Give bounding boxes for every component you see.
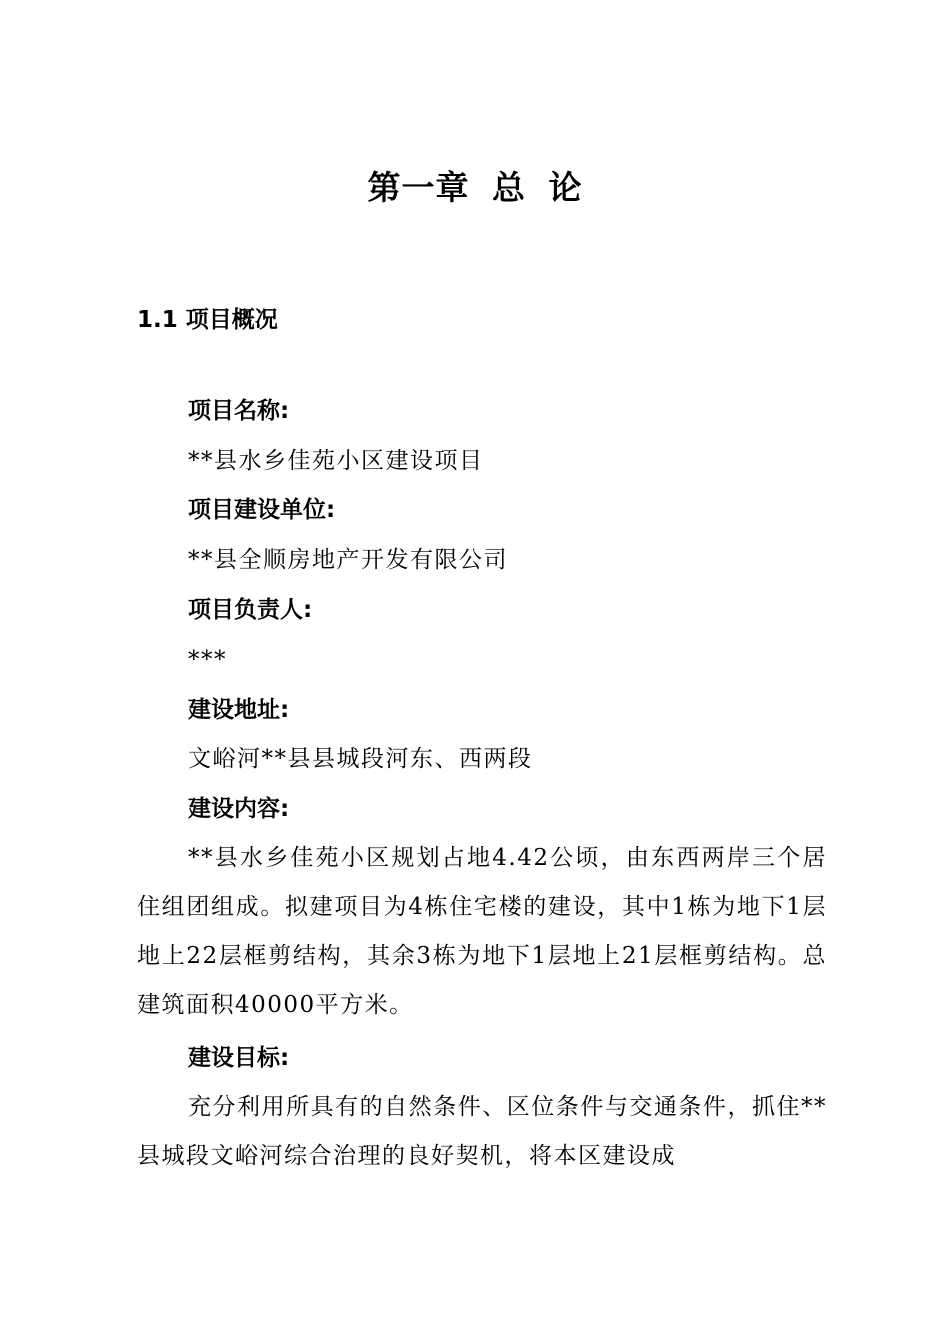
project-name-label: 项目名称: bbox=[188, 398, 290, 424]
address-value: 文峪河**县县城段河东、西两段 bbox=[188, 746, 533, 772]
leader-value: *** bbox=[188, 647, 227, 673]
address-label: 建设地址: bbox=[188, 697, 290, 723]
leader-label: 项目负责人: bbox=[188, 597, 313, 623]
content-paragraph: **县水乡佳苑小区规划占地4.42公顷，由东西两岸三个居住组团组成。拟建项目为4栋住宅楼的建设，其中1栋为地下1层地上22层框剪结构，其余3栋为地下1层地上21层框剪结构。总建筑面积40000平方米。 bbox=[137, 845, 827, 1018]
content-label: 建设内容: bbox=[188, 796, 290, 822]
section-title: 1.1 项目概况 bbox=[137, 307, 278, 333]
project-name-value: **县水乡佳苑小区建设项目 bbox=[188, 448, 484, 474]
builder-label: 项目建设单位: bbox=[188, 497, 336, 523]
builder-value: **县全顺房地产开发有限公司 bbox=[188, 547, 508, 573]
goal-label: 建设目标: bbox=[188, 1045, 290, 1071]
chapter-title: 第一章 总 论 bbox=[367, 168, 583, 207]
goal-paragraph: 充分利用所具有的自然条件、区位条件与交通条件，抓住**县城段文峪河综合治理的良好契机，将本区建设成 bbox=[137, 1094, 827, 1169]
